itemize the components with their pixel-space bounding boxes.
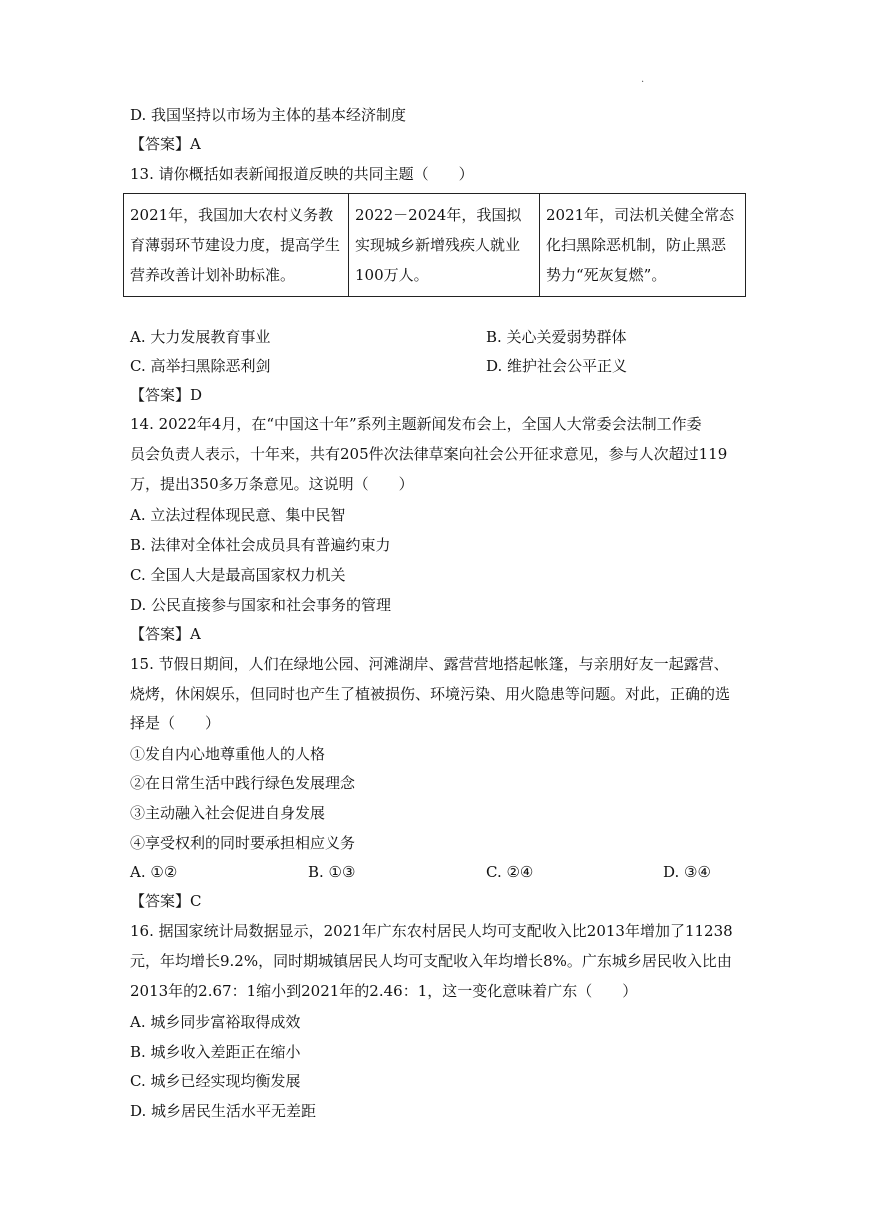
q15-item-3: ③主动融入社会促进自身发展 [130,804,326,822]
q14-stem-line-3: 万，提出350多万条意见。这说明（ ） [130,475,414,493]
q14-option-d: D. 公民直接参与国家和社会事务的管理 [130,596,392,614]
q13-stem: 13. 请你概括如表新闻报道反映的共同主题（ ） [130,165,474,183]
q12-option-d: D. 我国坚持以市场为主体的基本经济制度 [130,106,407,124]
q15-option-d: D. ③④ [663,863,711,881]
q13-option-c: C. 高举扫黑除恶利剑 [130,357,271,375]
q16-stem-line-2: 元，年均增长9.2%，同时期城镇居民人均可支配收入年均增长8%。广东城乡居民收入比由 [130,952,732,970]
q15-option-a: A. ①② [130,863,178,881]
q14-option-b: B. 法律对全体社会成员具有普遍约束力 [130,536,391,554]
q15-item-1: ①发自内心地尊重他人的人格 [130,745,326,763]
q16-option-a: A. 城乡同步富裕取得成效 [130,1013,301,1031]
q15-stem-line-1: 15. 节假日期间，人们在绿地公园、河滩湖岸、露营营地搭起帐篷，与亲朋好友一起露营、 [130,655,729,673]
q15-stem-line-2: 烧烤，休闲娱乐，但同时也产生了植被损伤、环境污染、用火隐患等问题。对此，正确的选 [130,685,731,703]
q15-option-c: C. ②④ [486,863,534,881]
news-cell-3: 2021年，司法机关健全常态化扫黑除恶机制，防止黑恶势力“死灰复燃”。 [540,194,746,297]
news-cell-1: 2021年，我国加大农村义务教育薄弱环节建设力度，提高学生营养改善计划补助标准。 [124,194,349,297]
q16-option-d: D. 城乡居民生活水平无差距 [130,1102,317,1120]
q16-option-c: C. 城乡已经实现均衡发展 [130,1072,301,1090]
q14-answer: 【答案】A [130,625,201,643]
q13-option-d: D. 维护社会公平正义 [486,357,628,375]
q14-option-a: A. 立法过程体现民意、集中民智 [130,506,346,524]
q14-stem-line-1: 14. 2022年4月，在“中国这十年”系列主题新闻发布会上，全国人大常委会法制工作委 [130,415,702,433]
q15-item-2: ②在日常生活中践行绿色发展理念 [130,774,356,792]
q16-stem-line-3: 2013年的2.67：1缩小到2021年的2.46：1，这一变化意味着广东（ ） [130,982,638,1000]
q16-option-b: B. 城乡收入差距正在缩小 [130,1043,301,1061]
q13-option-b: B. 关心关爱弱势群体 [486,328,627,346]
q15-item-4: ④享受权利的同时要承担相应义务 [130,834,356,852]
q15-stem-line-3: 择是（ ） [130,714,221,732]
q16-stem-line-1: 16. 据国家统计局数据显示，2021年广东农村居民人均可支配收入比2013年增加了11238 [130,922,733,940]
q15-option-b: B. ①③ [308,863,356,881]
news-cell-2: 2022－2024年，我国拟实现城乡新增残疾人就业100万人。 [349,194,540,297]
q12-answer: 【答案】A [130,135,201,153]
q14-stem-line-2: 员会负责人表示，十年来，共有205件次法律草案向社会公开征求意见，参与人次超过119 [130,445,728,463]
page-mark: . [641,74,645,85]
q13-option-a: A. 大力发展教育事业 [130,328,271,346]
q13-news-table [123,193,746,297]
q15-answer: 【答案】C [130,892,202,910]
q13-answer: 【答案】D [130,386,203,404]
q14-option-c: C. 全国人大是最高国家权力机关 [130,566,346,584]
